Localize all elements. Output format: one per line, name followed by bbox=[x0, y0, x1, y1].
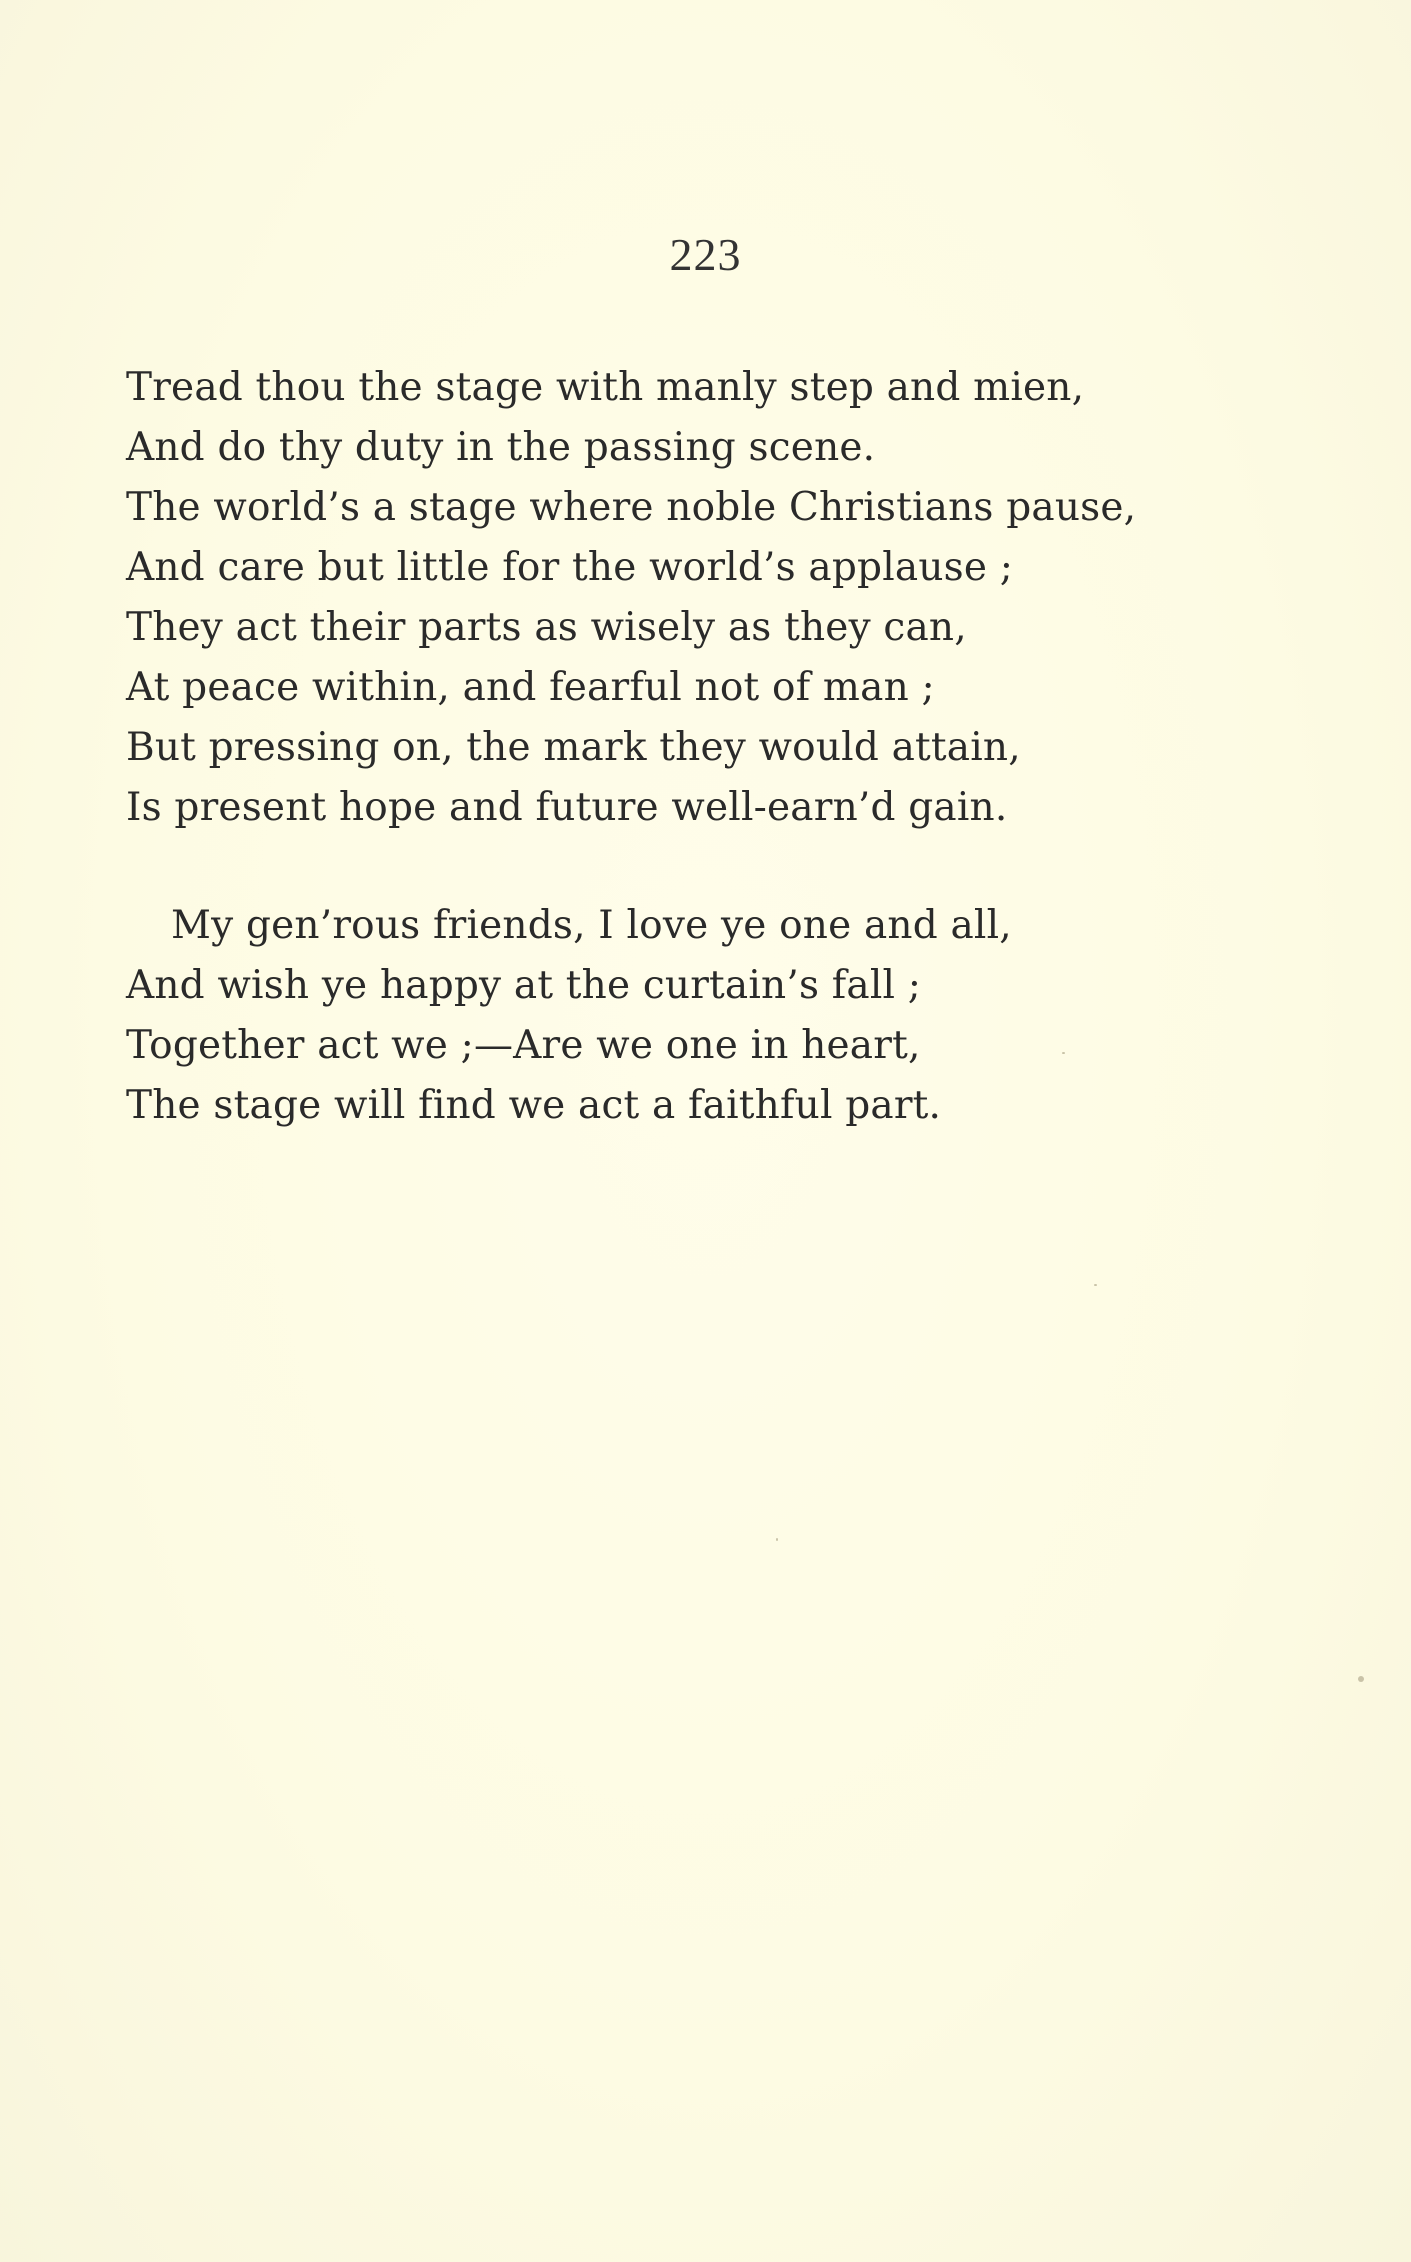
paper-speck bbox=[776, 1538, 778, 1541]
page-number: 223 bbox=[669, 229, 742, 280]
stanza-1 bbox=[126, 358, 1326, 838]
verse-line: The stage will find we act a faithful part. bbox=[126, 1083, 942, 1128]
verse-line: And wish ye happy at the curtain’s fall ; bbox=[126, 963, 922, 1008]
verse-line: Is present hope and future well-earn’d gain. bbox=[126, 785, 1008, 830]
verse-line: Together act we ;—Are we one in heart, bbox=[126, 1023, 921, 1068]
verse-line: Tread thou the stage with manly step and mien, bbox=[126, 365, 1085, 410]
verse-line: But pressing on, the mark they would attain, bbox=[126, 725, 1021, 770]
verse-line: And care but little for the world’s applause ; bbox=[126, 545, 1014, 590]
verse-line: And do thy duty in the passing scene. bbox=[126, 425, 876, 470]
stanza-2 bbox=[126, 896, 1326, 1136]
verse-line: They act their parts as wisely as they can, bbox=[126, 605, 967, 650]
verse-line: My gen’rous friends, I love ye one and all, bbox=[171, 903, 1012, 948]
paper-speck bbox=[1062, 1052, 1065, 1054]
paper-speck bbox=[1358, 1676, 1364, 1682]
verse-line: The world’s a stage where noble Christians pause, bbox=[126, 485, 1137, 530]
verse-line: At peace within, and fearful not of man ; bbox=[126, 665, 935, 710]
paper-speck bbox=[1094, 1284, 1097, 1286]
